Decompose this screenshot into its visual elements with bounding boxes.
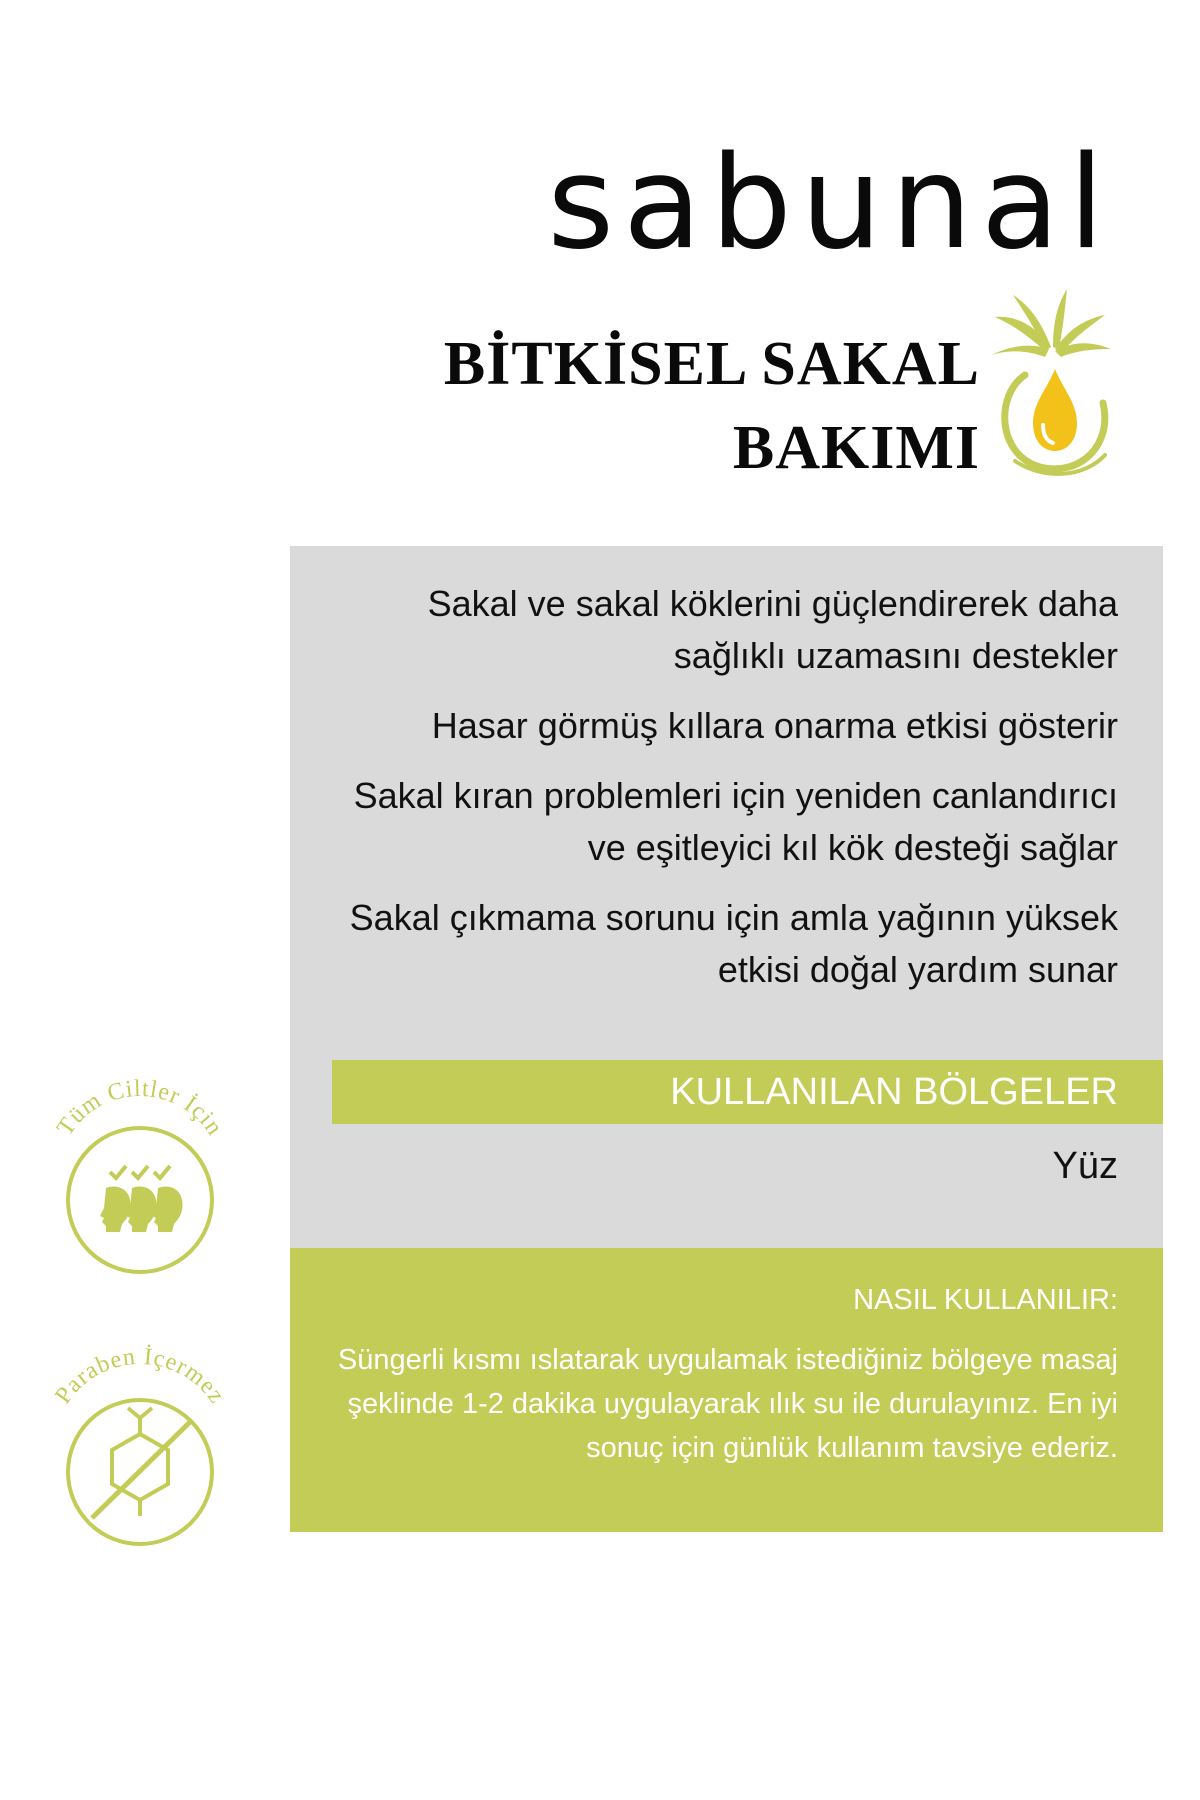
benefit-item: Sakal kıran problemleri için yeniden canlandırıcı ve eşitleyici kıl kök desteği sağlar [353, 775, 1118, 868]
product-title-line2: BAKIMI [732, 414, 980, 482]
benefit-item: Sakal çıkmama sorunu için amla yağının yüksek etkisi doğal yardım sunar [349, 897, 1118, 990]
regions-title: KULLANILAN BÖLGELER [670, 1071, 1118, 1113]
badge-skin-label: Tüm Ciltler İçin [52, 1075, 228, 1141]
howto-title: NASIL KULLANILIR: [853, 1284, 1118, 1316]
product-title-line1: BİTKİSEL SAKAL [443, 330, 980, 398]
howto-text: Süngerli kısmı ıslatarak uygulamak istediğiniz bölgeye masaj şeklinde 1-2 dakika uygulayarak ılık su ile durulayınız. En iyi sonuç için günlük kullanım tavsiye ederiz. [337, 1344, 1118, 1464]
faces-check-icon [100, 1166, 183, 1232]
benefit-item: Sakal ve sakal köklerini güçlendirerek daha sağlıklı uzamasını destekler [427, 583, 1118, 676]
benefit-item: Hasar görmüş kıllara onarma etkisi gösterir [431, 705, 1118, 746]
badge-paraben-free [40, 1330, 240, 1550]
palm-oil-drop-icon [985, 285, 1115, 485]
no-paraben-icon [92, 1408, 190, 1518]
benefits-list [318, 578, 1118, 1014]
product-title [444, 322, 980, 490]
brand-logo-text: sabunal [547, 129, 1113, 278]
badge-paraben-label: Paraben İçermez [50, 1343, 230, 1409]
badge-all-skin-types [40, 1060, 240, 1280]
regions-value: Yüz [1052, 1145, 1118, 1187]
